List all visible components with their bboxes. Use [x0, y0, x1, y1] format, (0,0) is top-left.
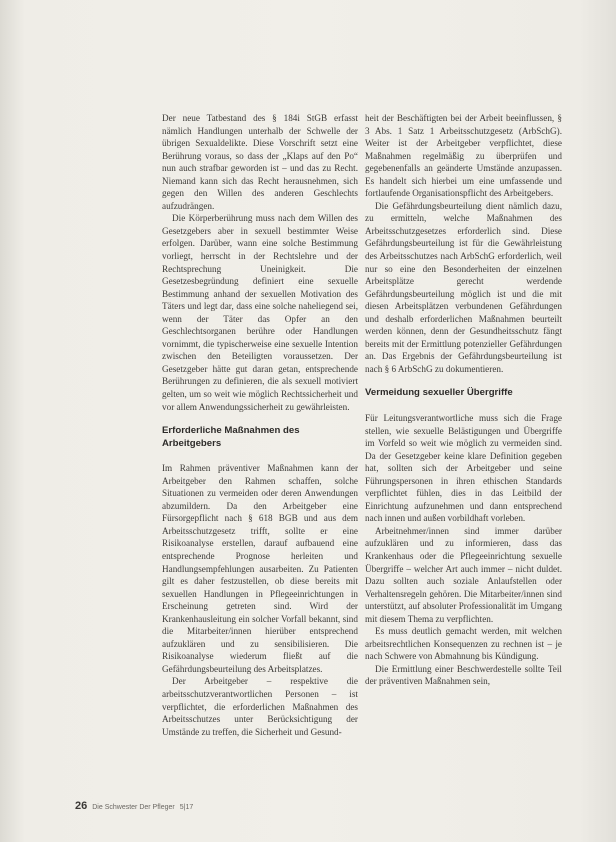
body-paragraph: Der Arbeitgeber – respektive die arbeitsschutzverantwortlichen Personen – ist verpflichtet, die erforderlichen Maßnahmen des Arbeitsschutzes unter Berücksichtigung der Umstände zu treffen, die Sicherheit und Gesund- [162, 676, 358, 737]
section-spacer [162, 450, 358, 462]
body-paragraph: Die Gefährdungsbeurteilung dient nämlich dazu, zu ermitteln, welche Maßnahmen des Arbeitsschutzgesetzes erforderlich sind. Diese Gefährdungsbeurteilung ist für die Gewährleistung des Arbeitsschutzes nach ArbSchG erforderlich, weil nur so eine den Besonderheiten der einzelnen Arbeitsplätze gerecht werdende Gefährdungsbeurteilung möglich ist und die mit diesen Arbeitsplätzen verbundenen Gefährdungen und deshalb erforderlichen Maßnahmen beurteilt werden können, denn der Gesundheitsschutz fängt bereits mit der Ermittlung potenzieller Gefährdungen an. Das Ergebnis der Gefährdungsbeurteilung ist nach § 6 ArbSchG zu dokumentieren. [365, 200, 562, 374]
section-spacer [365, 375, 562, 387]
page-footer [75, 800, 193, 812]
body-paragraph: heit der Beschäftigten bei der Arbeit beeinflussen, § 3 Abs. 1 Satz 1 Arbeitsschutzgesetz (ArbSchG). Weiter ist der Arbeitgeber verpflichtet, diese Maßnahmen regelmäßig zu überprüfen und gegebenenfalls an geänderte Umstände anzupassen. Es handelt sich hierbei um eine umfassende und fortlaufende Organisationspflicht des Arbeitgebers. [365, 113, 562, 199]
page-number: 26 [75, 800, 88, 812]
body-paragraph: Für Leitungsverantwortliche muss sich die Frage stellen, wie sexuelle Belästigungen und Übergriffe im Vorfeld so weit wie möglich zu vermeiden sind. Da der Gesetzgeber keine klare Definition gegeben hat, sollten sich der Arbeitgeber und seine Führungspersonen in ihren ethischen Standards verpflichtet fühlen, dies in das Leitbild der Einrichtung aufzunehmen und dann entsprechend nach innen und außen vorbildhaft vorleben. [365, 412, 562, 524]
section-heading: Erforderliche Maßnahmen des Arbeitgebers [162, 425, 300, 449]
body-paragraph: Die Körperberührung muss nach dem Willen des Gesetzgebers aber in sexuell bestimmter Weise erfolgen. Darüber, wann eine solche Bestimmung vorliegt, herrscht in der Rechtslehre und der Rechtsprechung Uneinigkeit. Die Gesetzesbegründung definiert eine sexuelle Bestimmung anhand der sexuellen Motivation des Täters und legt dar, dass eine solche naheliegend sei, wenn der Täter das Opfer an den Geschlechtsorganen berühre oder Handlungen vornimmt, die typischerweise eine sexuelle Intention zwischen den Beteiligten voraussetzen. Der Gesetzgeber hätte gut daran getan, entsprechende Berührungen zu definieren, die als sexuell motiviert gelten, um so weit wie möglich Rechtssicherheit und vor allem Anwendungssicherheit zu gewährleisten. [162, 213, 358, 412]
issue-number: 5|17 [179, 804, 194, 811]
section-spacer [162, 413, 358, 425]
right-text-column [365, 112, 562, 688]
body-paragraph: Arbeitnehmer/innen sind immer darüber aufzuklären und zu informieren, dass das Krankenhaus oder die Pflegeeinrichtung sexuelle Übergriffe – welcher Art auch immer – nicht duldet. Dazu sollten auch soziale Anlaufstellen oder Verhaltensregeln gehören. Die Mitarbeiter/innen sind unterstützt, auf absoluter Professionalität im Umgang mit diesem Thema zu verpflichten. [365, 525, 562, 624]
section-heading: Vermeidung sexueller Übergriffe [365, 387, 513, 399]
body-paragraph: Im Rahmen präventiver Maßnahmen kann der Arbeitgeber den Rahmen schaffen, solche Situationen zu vermeiden oder deren Anwendungen abzumildern. Da den Arbeitgeber eine Fürsorgepflicht nach § 618 BGB und aus dem Arbeitsschutzgesetz trifft, sollte er eine Risikoanalyse erstellen, darauf aufbauend eine entsprechende Prognose herleiten und Handlungsempfehlungen ausarbeiten. Zu Patienten gilt es daher festzustellen, ob diese bereits mit sexuellen Handlungen in Pflegeeinrichtungen in Erscheinung getreten sind. Wird der Krankenhausleitung ein solcher Vorfall bekannt, sind die Mitarbeiter/innen hierüber entsprechend aufzuklären und zu sensibilisieren. Die Risikoanalyse wiederum fließt auf die Gefährdungsbeurteilung des Arbeitsplatzes. [162, 463, 358, 674]
section-spacer [365, 400, 562, 412]
publication-name: Die Schwester Der Pfleger [92, 804, 175, 811]
body-paragraph: Die Ermittlung einer Beschwerdestelle sollte Teil der präventiven Maßnahmen sein, [365, 663, 562, 687]
left-text-column [162, 112, 358, 738]
body-paragraph: Es muss deutlich gemacht werden, mit welchen arbeitsrechtlichen Konsequenzen zu rechnen ist – je nach Schwere von Abmahnung bis Kündigung. [365, 626, 562, 662]
body-paragraph: Der neue Tatbestand des § 184i StGB erfasst nämlich Handlungen unterhalb der Schwelle der übrigen Sexualdelikte. Diese Vorschrift setzt eine Berührung voraus, so dass der „Klaps auf den Po“ nun auch strafbar geworden ist – und das zu Recht. Niemand kann sich das Recht herausnehmen, sich gegen den Willen des anderen Geschlechts aufzudrängen. [162, 113, 358, 211]
